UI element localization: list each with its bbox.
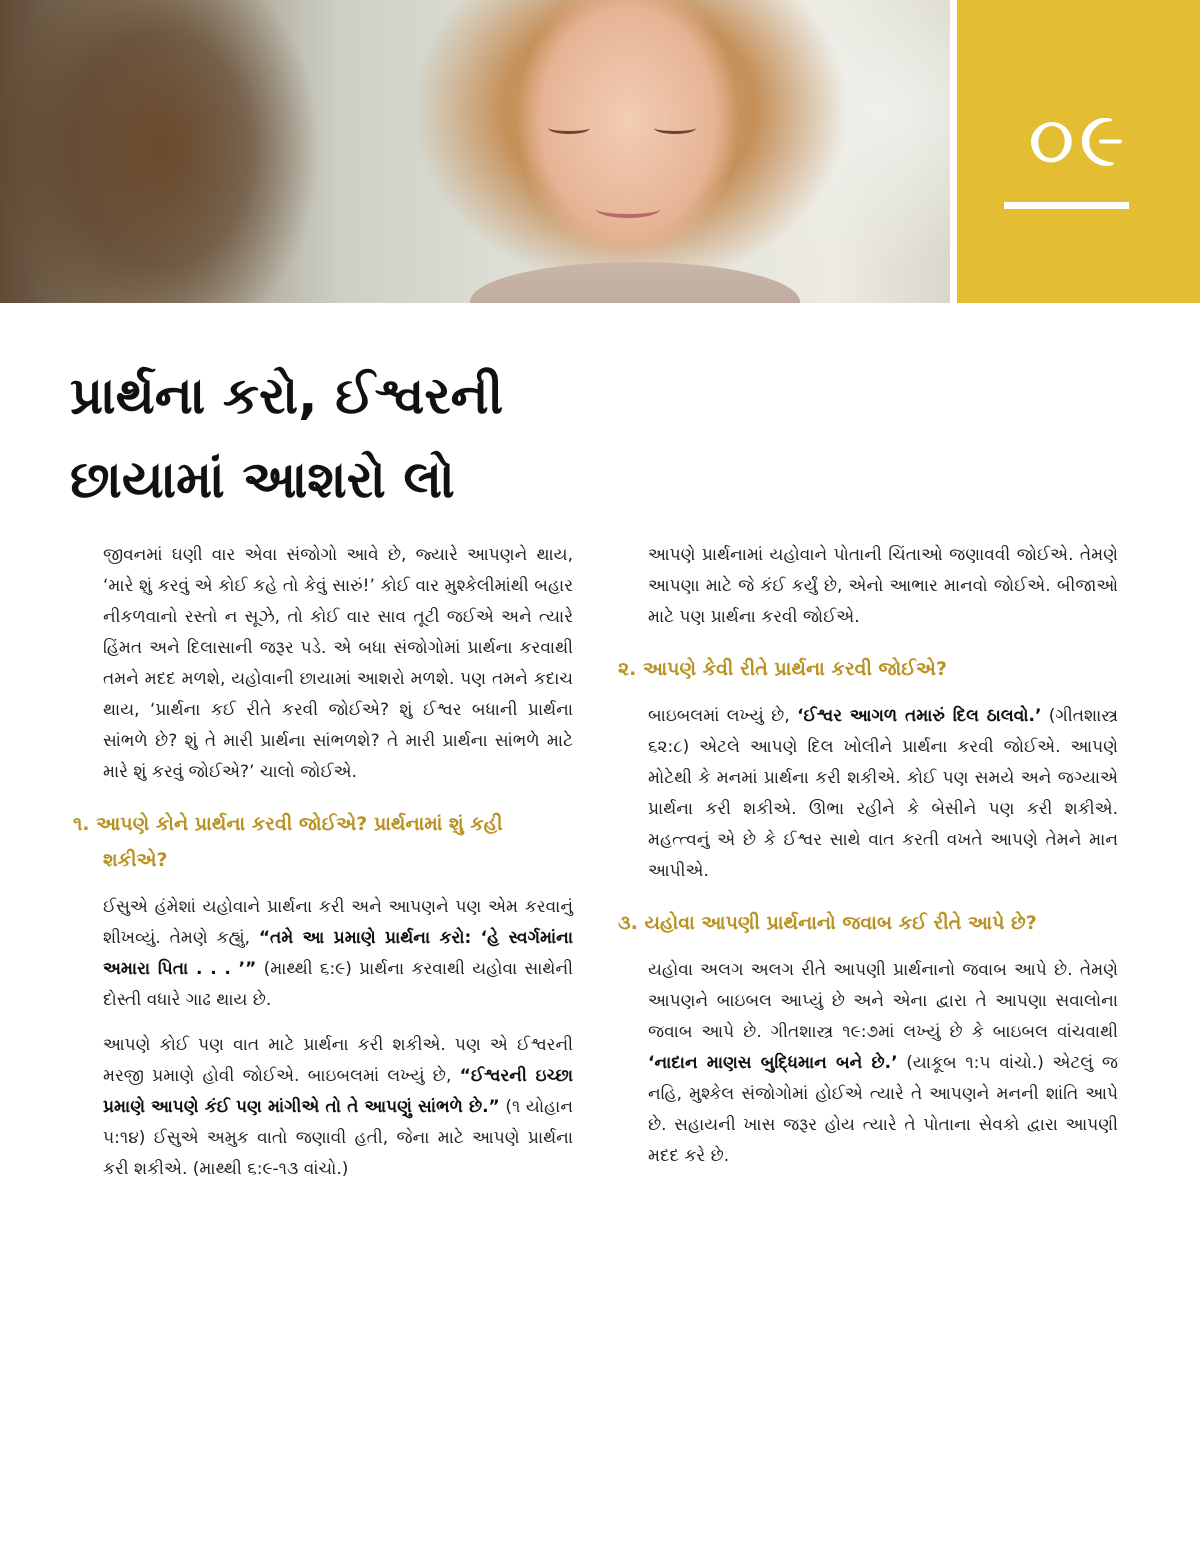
section-2-p1-quote: ‘ઈશ્વર આગળ તમારું દિલ ઠાલવો.’ [797,706,1042,726]
hero-shoulder-shape [470,262,800,303]
hero-mouth-shape [596,200,660,218]
page-title-line-1: પ્રાર્થના કરો, ઈશ્વરની [70,367,504,426]
lesson-number: ૦૯ [1027,95,1130,185]
section-2-p1-text: બાઇબલમાં લખ્યું છે, [648,706,798,726]
section-3-p1-text: યહોવા અલગ અલગ રીતે આપણી પ્રાર્થનાનો જવાબ આપે છે. તેમણે આપણને બાઇબલ આપ્યું છે અને એના દ્વારા તે આપણા સવાલોના જવાબ આપે છે. ગીતશાસ્ત્ર ૧૯:૭માં લખ્યું છે કે બાઇબલ વાંચવાથી [648,960,1118,1042]
lesson-number-box [957,0,1200,303]
intro-paragraph: જીવનમાં ઘણી વાર એવા સંજોગો આવે છે, જ્યારે આપણને થાય, ‘મારે શું કરવું એ કોઈ કહે તો કેવું સારું!’ કોઈ વાર મુશ્કેલીમાંથી બહાર નીકળવાનો રસ્તો ન સૂઝે, તો કોઈ વાર સાવ તૂટી જઈએ અને ત્યારે હિંમત અને દિલાસાની જરૂર પડે. એ બધા સંજોગોમાં પ્રાર્થના કરવાથી તમને મદદ મળશે, યહોવાની છાયામાં આશરો મળશે. પણ તમને કદાચ થાય, ‘પ્રાર્થના કઈ રીતે કરવી જોઈએ? શું ઈશ્વર બધાની પ્રાર્થના સાંભળે છે? શું તે મારી પ્રાર્થના સાંભળશે? તે મારી પ્રાર્થના સાંભળે માટે મારે શું કરવું જોઈએ?’ ચાલો જોઈએ. [103,545,573,782]
right-column [618,540,1118,1186]
page-title-line-2: છાયામાં આશરો લો [70,451,455,510]
section-3-p1-quote: ‘નાદાન માણસ બુદ્ધિમાન બને છે.’ [648,1053,898,1073]
section-3-heading: ૩. યહોવા આપણી પ્રાર્થનાનો જવાબ કઈ રીતે આપે છે? [618,912,1037,934]
section-1-p1-reference: (માથ્થી ૬:૯) પ્રાર્થના કરવાથી યહોવા સાથેની દોસ્તી વધારે ગાઢ થાય છે. [103,959,573,1010]
lesson-number-underline [1004,202,1129,209]
section-1-p2-reference: (૧ યોહાન ૫:૧૪) ઈસુએ અમુક વાતો જણાવી હતી, જેના માટે આપણે પ્રાર્થના કરી શકીએ. (માથ્થી ૬:૯-૧૩ વાંચો.) [103,1097,573,1179]
section-2-heading: ૨. આપણે કેવી રીતે પ્રાર્થના કરવી જોઈએ? [618,658,948,680]
page-title [70,355,770,523]
left-column [73,540,574,1199]
hero-right-eye-shape [654,122,696,134]
section-1-paragraph-3: આપણે પ્રાર્થનામાં યહોવાને પોતાની ચિંતાઓ જણાવવી જોઈએ. તેમણે આપણા માટે જે કંઈ કર્યું છે, એનો આભાર માનવો જોઈએ. બીજાઓ માટે પણ પ્રાર્થના કરવી જોઈએ. [648,545,1118,627]
section-3-paragraph-1 [648,955,1118,1172]
section-1-heading: ૧. આપણે કોને પ્રાર્થના કરવી જોઈએ? પ્રાર્થનામાં શું કહી શકીએ? [73,813,503,871]
section-1-paragraph-1 [103,892,573,1016]
section-1-p2-quote: “ઈશ્વરની ઇચ્છા પ્રમાણે આપણે કંઈ પણ માંગીએ તો તે આપણું સાંભળે છે.” [103,1066,573,1117]
section-1-paragraph-2 [103,1030,573,1185]
section-1-p1-text: ઈસુએ હંમેશાં યહોવાને પ્રાર્થના કરી અને આપણને પણ એમ કરવાનું શીખવ્યું. તેમણે કહ્યું, [103,897,573,948]
section-1-p2-text: આપણે કોઈ પણ વાત માટે પ્રાર્થના કરી શકીએ. પણ એ ઈશ્વરની મરજી પ્રમાણે હોવી જોઈએ. બાઇબલમાં લખ્યું છે, [103,1035,573,1086]
hero-photo [0,0,950,303]
section-2-paragraph-1 [648,701,1118,887]
section-2-p1-reference: (ગીતશાસ્ત્ર ૬૨:૮) એટલે આપણે દિલ ખોલીને પ્રાર્થના કરવી જોઈએ. આપણે મોટેથી કે મનમાં પ્રાર્થના કરી શકીએ. કોઈ પણ સમયે અને જગ્યાએ પ્રાર્થના કરી શકીએ. ઊભા રહીને કે બેસીને પણ કરી શકીએ. મહત્ત્વનું એ છે કે ઈશ્વર સાથે વાત કરતી વખતે આપણે તેમને માન આપીએ. [648,706,1118,881]
hero-left-eye-shape [548,122,590,134]
section-1-p1-quote: “તમે આ પ્રમાણે પ્રાર્થના કરો: ‘હે સ્વર્ગમાંના અમારા પિતા . . . ’” [103,928,574,979]
section-3-p1-reference: (યાકૂબ ૧:૫ વાંચો.) એટલું જ નહિ, મુશ્કેલ સંજોગોમાં હોઈએ ત્યારે તે આપણને મનની શાંતિ આપે છે. સહાયની ખાસ જરૂર હોય ત્યારે તે પોતાના સેવકો દ્વારા આપણી મદદ કરે છે. [648,1053,1118,1166]
